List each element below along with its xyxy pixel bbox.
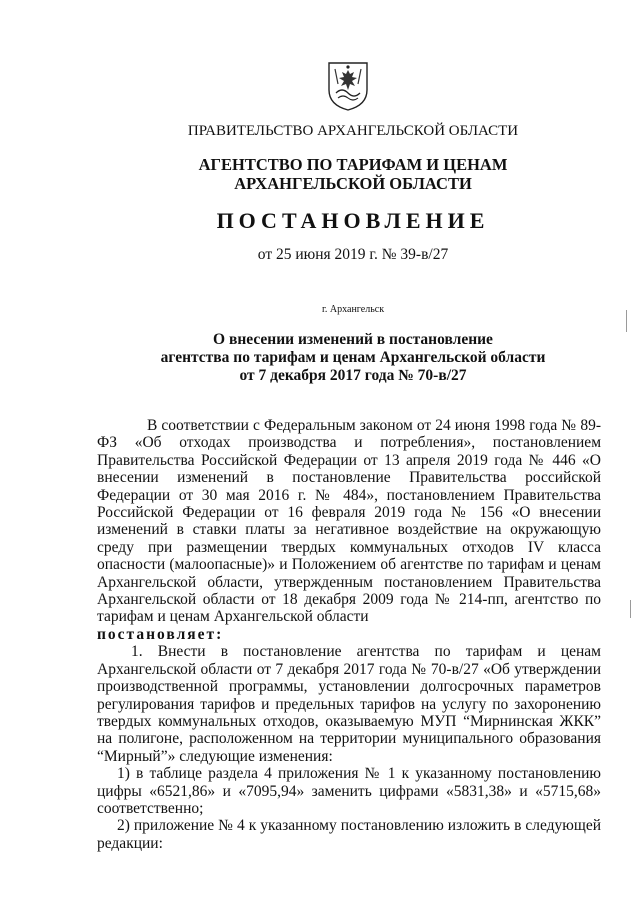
item-1-1-paragraph: 1) в таблице раздела 4 приложения № 1 к указанному постановлению цифры «6521,86» и «7095,94» заменить цифрами «5831,38» и «5715,68» соответственно;: [97, 765, 601, 817]
item-1-2-paragraph: 2) приложение № 4 к указанному постановлению изложить в следующей редакции:: [97, 817, 601, 852]
date-and-number: от 25 июня 2019 г. № 39-в/27: [257, 246, 449, 263]
subject-line-3: от 7 декабря 2017 года № 70-в/27: [239, 367, 467, 384]
document-body: [97, 417, 601, 852]
city-name: г. Архангельск: [321, 304, 385, 315]
agency-name: [0, 155, 640, 193]
scan-edge-mark: [626, 310, 627, 332]
coat-of-arms-icon: [326, 60, 370, 112]
preamble-paragraph: В соответствии с Федеральным законом от 24 июня 1998 года № 89-ФЗ «Об отходах производства и потребления», постановлением Правительства Российской Федерации от 13 апреля 2019 года № 446 «О внесении изменений в постановление Правительства российской Федерации от 30 мая 2016 г. № 484», постановлением Правительства Российской Федерации от 16 февраля 2019 года № 156 «О внесении изменений в ставки платы за негативное воздействие на окружающую среду при размещении твердых коммунальных отходов IV класса опасности (малоопасные)» и Положением об агентстве по тарифам и ценам Архангельской области, утвержденным постановлением Правительства Архангельской области от 18 декабря 2009 года № 214-пп, агентство по тарифам и ценам Архангельской области: [97, 417, 601, 626]
subject-line-1: О внесении изменений в постановление: [213, 331, 493, 348]
resolve-word: постановляет:: [97, 625, 224, 643]
document-subject: [0, 331, 640, 385]
government-name: ПРАВИТЕЛЬСТВО АРХАНГЕЛЬСКОЙ ОБЛАСТИ: [187, 123, 519, 139]
item-1-paragraph: 1. Внести в постановление агентства по тарифам и ценам Архангельской области от 7 декабря 2017 года № 70-в/27 «Об утверждении производственной программы, установлении долгосрочных параметров регулирования тарифов и предельных тарифов на услугу по захоронению твердых коммунальных отходов, оказываемую МУП “Мирнинская ЖКК” на полигоне, расположенном на территории муниципального образования “Мирный”» следующие изменения:: [97, 643, 601, 765]
agency-name-line-1: АГЕНТСТВО ПО ТАРИФАМ И ЦЕНАМ: [198, 155, 508, 174]
document-type: ПОСТАНОВЛЕНИЕ: [216, 208, 490, 233]
agency-name-line-2: АРХАНГЕЛЬСКОЙ ОБЛАСТИ: [234, 174, 472, 193]
subject-line-2: агентства по тарифам и ценам Архангельской области: [160, 349, 546, 366]
scan-edge-mark: [630, 600, 631, 618]
